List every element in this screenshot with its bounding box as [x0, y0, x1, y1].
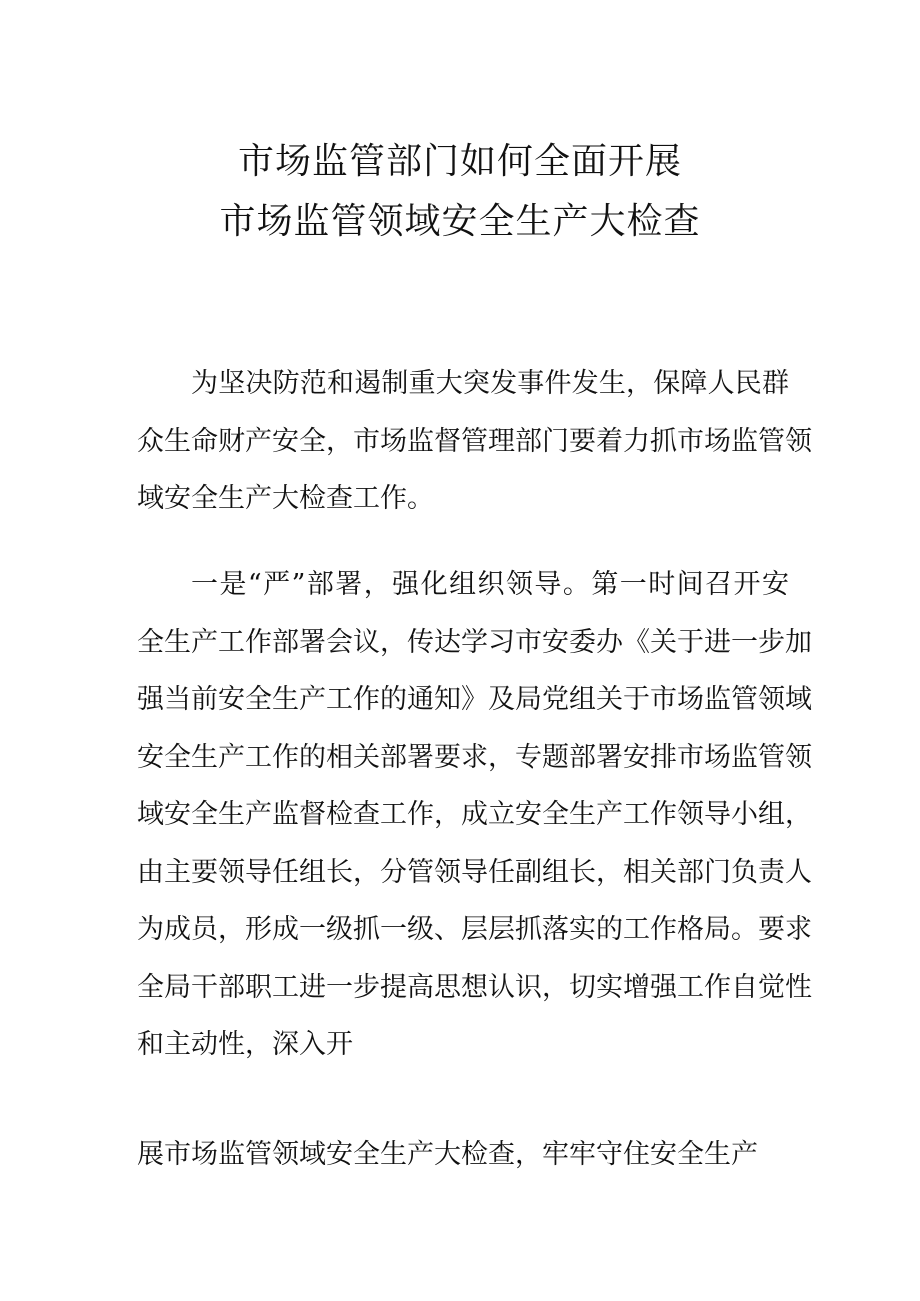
paragraph-line: 安全生产工作的相关部署要求，专题部署安排市场监管领: [137, 741, 812, 773]
paragraph-line: 全生产工作部署会议，传达学习市安委办《关于进一步加: [137, 626, 812, 658]
paragraph-continuation: [137, 1126, 789, 1184]
title-line-2: 市场监管领域安全生产大检查: [219, 201, 701, 242]
paragraph-line: 展市场监管领域安全生产大检查，牢牢守住安全生产: [137, 1139, 758, 1170]
document-title: [0, 132, 920, 252]
paragraph-line: 全局干部职工进一步提高思想认识，切实增强工作自觉性: [137, 971, 812, 1003]
paragraph-line: 和主动性，深入开: [137, 1029, 353, 1060]
paragraph-line: 域安全生产大检查工作。: [137, 483, 434, 514]
paragraph-line: 域安全生产监督检查工作，成立安全生产工作领导小组，: [137, 799, 812, 830]
paragraph-deployment: [137, 556, 812, 1074]
paragraph-line: 由主要领导任组长，分管领导任副组长，相关部门负责人: [137, 856, 812, 888]
paragraph-line: 众生命财产安全，市场监督管理部门要着力抓市场监管领: [137, 425, 812, 457]
title-line-1: 市场监管部门如何全面开展: [237, 141, 682, 182]
paragraph-line: 为坚决防范和遏制重大突发事件发生，保障人民群: [191, 368, 789, 399]
paragraph-line: 为成员，形成一级抓一级、层层抓落实的工作格局。要求: [137, 914, 812, 945]
paragraph-line: 一是“严”部署，强化组织领导。第一时间召开安: [191, 569, 789, 600]
paragraph-intro: [137, 355, 812, 528]
paragraph-line: 强当前安全生产工作的通知》及局党组关于市场监管领域: [137, 684, 812, 715]
